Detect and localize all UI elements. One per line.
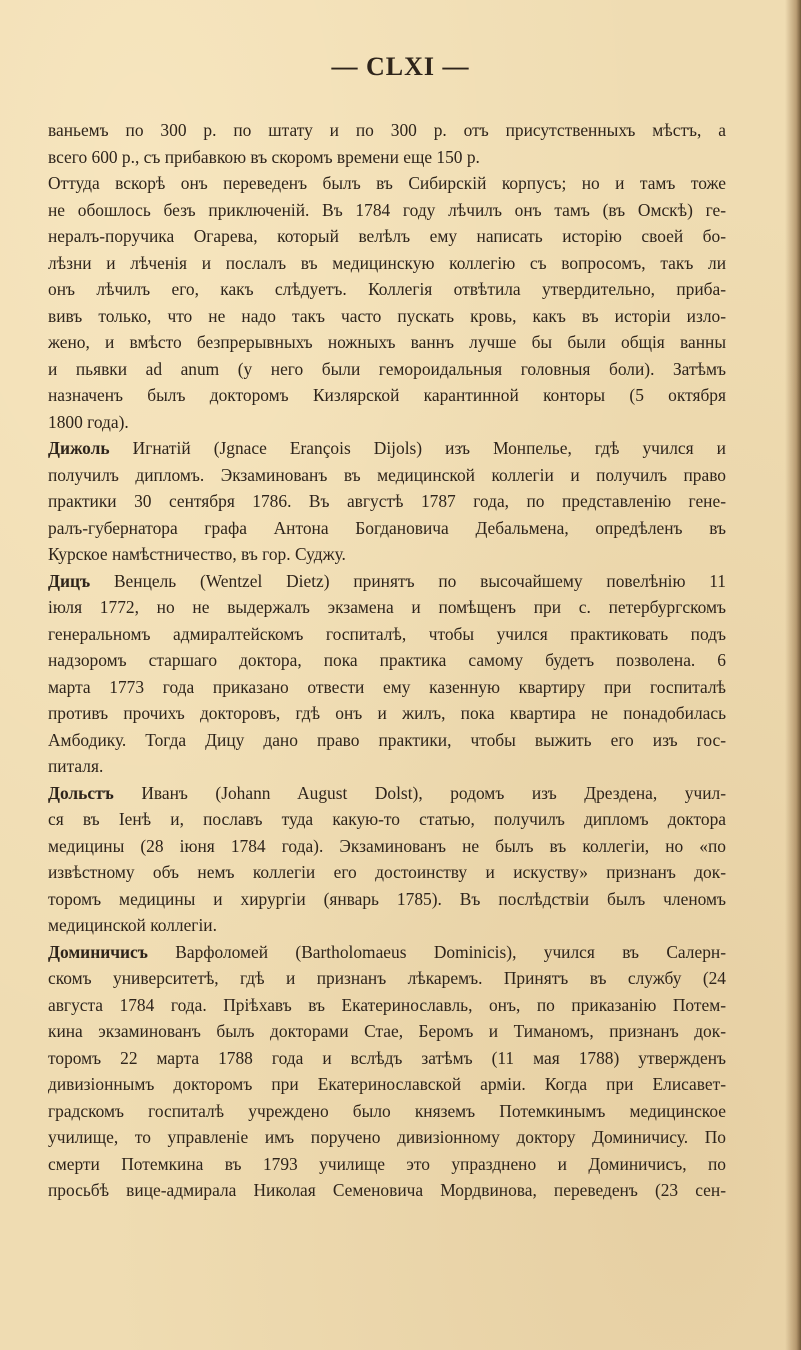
line-text: противъ прочихъ докторовъ, гдѣ онъ и жилъ, пока квартира не понадобилась (48, 703, 726, 723)
line-text: ралъ-губернатора графа Антона Богдановича Дебальмена, опредѣленъ въ (48, 517, 726, 538)
line-text: Игнатій (Jgnace Erançois Dijols) изъ Монпелье, гдѣ учился и (109, 438, 726, 458)
line-text: градскомъ госпиталѣ учреждено было княземъ Потемкинымъ медицинское (48, 1100, 726, 1121)
line-text: питаля. (48, 756, 104, 776)
text-line (48, 1098, 726, 1125)
line-text: ся въ Іенѣ и, пославъ туда какую-то статью, получилъ дипломъ доктора (48, 809, 726, 829)
entry-surname: Дицъ (48, 570, 91, 591)
text-line (48, 594, 726, 621)
line-text: Амбодику. Тогда Дицу дано право практики, чтобы выжить его изъ гос- (48, 729, 726, 750)
line-text: надзоромъ старшаго доктора, пока практика самому будетъ позволена. 6 (48, 650, 726, 670)
line-text: медицины (28 іюня 1784 года). Экзаминованъ не былъ въ коллегіи, но «по (48, 835, 726, 856)
page-body-text (48, 117, 726, 1204)
line-text: вивъ только, что не надо такъ часто пускать кровь, какъ въ исторіи изло- (48, 305, 726, 326)
text-line (48, 1124, 726, 1151)
text-line (48, 568, 726, 595)
line-text: августа 1784 года. Пріѣхавъ въ Екатеринославль, онъ, по приказанію Потем- (48, 994, 726, 1015)
text-line (48, 912, 726, 939)
line-text: ваньемъ по 300 р. по штату и по 300 р. отъ присутственныхъ мѣстъ, а (48, 120, 726, 140)
text-line (48, 488, 726, 515)
line-text: просьбѣ вице-адмирала Николая Семеновича Мордвинова, переведенъ (23 сен- (48, 1180, 726, 1200)
text-line (48, 939, 726, 966)
entry-surname: Дольстъ (48, 782, 114, 803)
line-text: 1800 года). (48, 411, 129, 432)
text-line (48, 859, 726, 886)
line-text: и пьявки ad anum (у него были гемороидальныя головныя боли). Затѣмъ (48, 358, 726, 379)
text-line (48, 647, 726, 674)
text-line (48, 965, 726, 992)
text-line (48, 1151, 726, 1178)
text-line (48, 780, 726, 807)
line-text: училище, то управленіе имъ поручено дивизіонному доктору Доминичису. По (48, 1127, 726, 1147)
line-text: Иванъ (Johann August Dolst), родомъ изъ Дрездена, учил- (113, 782, 726, 803)
line-text: лѣзни и лѣченія и послалъ въ медицинскую коллегію съ вопросомъ, такъ ли (48, 252, 726, 273)
text-line (48, 356, 726, 383)
line-text: торомъ 22 марта 1788 года и вслѣдъ затѣмъ (11 мая 1788) утвержденъ (48, 1047, 726, 1068)
text-line (48, 276, 726, 303)
line-text: іюля 1772, но не выдержалъ экзамена и помѣщенъ при с. петербургскомъ (48, 597, 726, 617)
line-text: кина экзаминованъ былъ докторами Стае, Беромъ и Тиманомъ, признанъ док- (48, 1021, 726, 1041)
entry-surname: Дижоль (48, 438, 110, 458)
text-line (48, 727, 726, 754)
line-text: назначенъ былъ докторомъ Кизлярской карантинной конторы (5 октября (48, 385, 726, 405)
text-line (48, 541, 726, 568)
text-line (48, 621, 726, 648)
text-line (48, 833, 726, 860)
line-text: медицинской коллегіи. (48, 915, 217, 935)
text-line (48, 1177, 726, 1204)
text-line (48, 515, 726, 542)
text-line (48, 1018, 726, 1045)
line-text: нералъ-поручика Огарева, который велѣлъ ему написать исторію своей бо- (48, 226, 726, 246)
entry-surname: Доминичисъ (48, 941, 148, 962)
line-text: генеральномъ адмиралтейскомъ госпиталѣ, чтобы учился практиковать подъ (48, 623, 726, 644)
text-line (48, 382, 726, 409)
text-line (48, 753, 726, 780)
text-line (48, 170, 726, 197)
line-text: Варфоломей (Bartholomaeus Dominicis), учился въ Салерн- (147, 941, 726, 962)
text-line (48, 462, 726, 489)
line-text: жено, и вмѣсто безпрерывныхъ ножныхъ ваннъ лучше бы были общія ванны (48, 332, 726, 352)
text-line (48, 886, 726, 913)
text-line (48, 144, 726, 171)
line-text: практики 30 сентября 1786. Въ августѣ 1787 года, по представленію гене- (48, 491, 726, 511)
text-line (48, 223, 726, 250)
page-edge-shadow (785, 0, 801, 1350)
line-text: марта 1773 года приказано отвести ему казенную квартиру при госпиталѣ (48, 676, 726, 697)
line-text: получилъ дипломъ. Экзаминованъ въ медицинской коллегіи и получилъ право (48, 464, 726, 485)
text-line (48, 700, 726, 727)
text-line (48, 329, 726, 356)
line-text: Курское намѣстничество, въ гор. Суджу. (48, 544, 346, 564)
line-text: извѣстному объ немъ коллегіи его достоинству и искуству» признанъ док- (48, 862, 726, 882)
text-line (48, 806, 726, 833)
line-text: смерти Потемкина въ 1793 училище это упразднено и Доминичисъ, по (48, 1153, 726, 1174)
text-line (48, 674, 726, 701)
line-text: всего 600 р., съ прибавкою въ скоромъ времени еще 150 р. (48, 146, 480, 167)
line-text: торомъ медицины и хирургіи (январь 1785). Въ послѣдствіи былъ членомъ (48, 888, 726, 909)
line-text: Оттуда вскорѣ онъ переведенъ былъ въ Сибирскій корпусъ; но и тамъ тоже (48, 173, 726, 193)
text-line (48, 1071, 726, 1098)
text-line (48, 250, 726, 277)
text-line (48, 435, 726, 462)
text-line (48, 409, 726, 436)
line-text: скомъ университетѣ, гдѣ и признанъ лѣкаремъ. Принятъ въ службу (24 (48, 968, 726, 988)
text-line (48, 303, 726, 330)
line-text: дивизіоннымъ докторомъ при Екатеринославской арміи. Когда при Елисавет- (48, 1074, 726, 1094)
text-line (48, 992, 726, 1019)
line-text: Венцель (Wentzel Dietz) принятъ по высочайшему повелѣнію 11 (90, 570, 726, 591)
page-running-title: — CLXI — (331, 52, 470, 81)
line-text: не обошлось безъ приключеній. Въ 1784 году лѣчилъ онъ тамъ (въ Омскѣ) ге- (48, 199, 726, 220)
text-line (48, 197, 726, 224)
line-text: онъ лѣчилъ его, какъ слѣдуетъ. Коллегія отвѣтила утвердительно, приба- (48, 279, 726, 299)
text-line (48, 117, 726, 144)
text-line (48, 1045, 726, 1072)
